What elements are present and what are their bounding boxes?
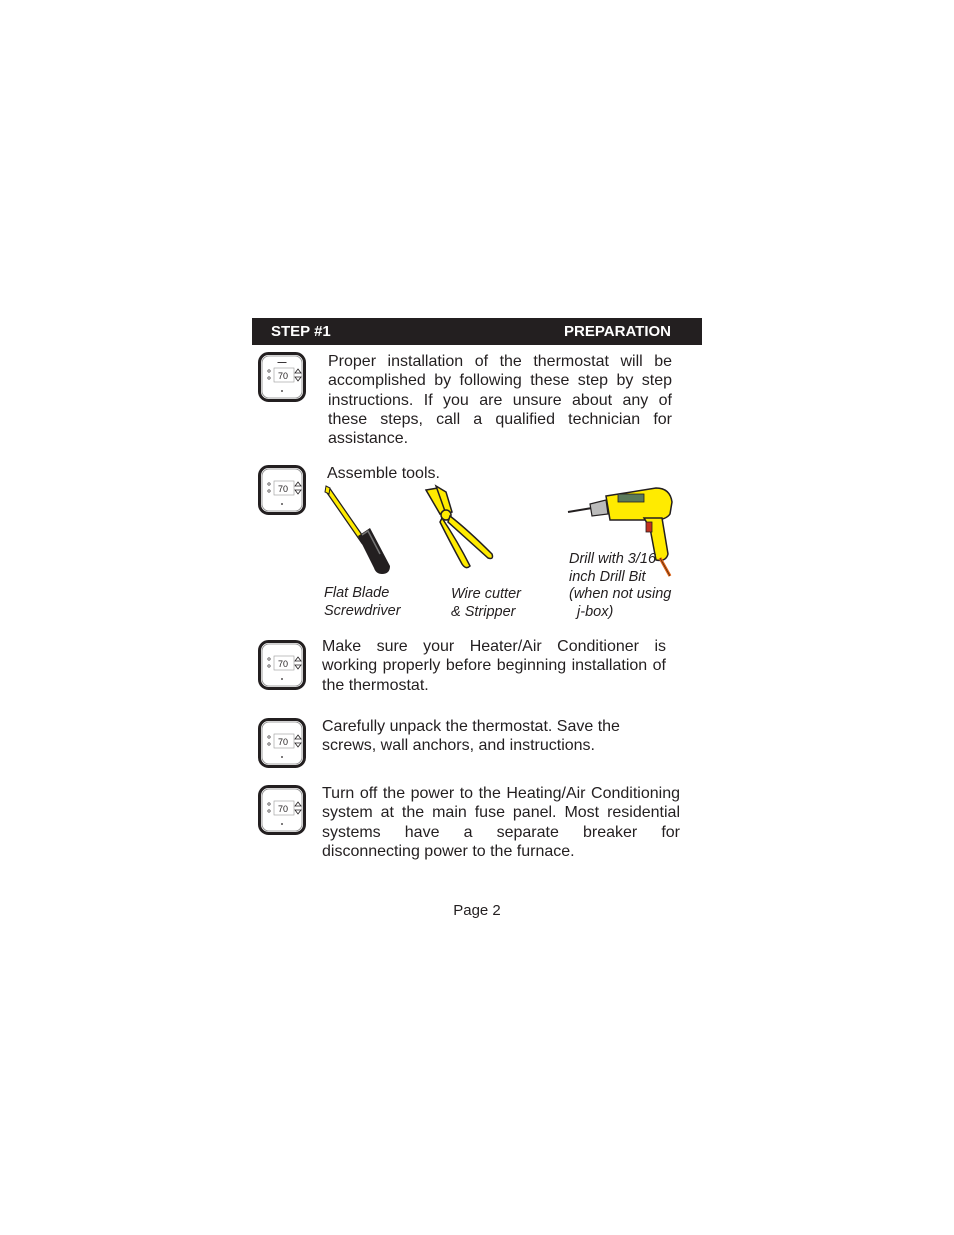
- tool-caption: Wire cutter & Stripper: [451, 586, 521, 620]
- tool-caption: Drill with 3/16 inch Drill Bit (when not using j-box): [569, 551, 672, 621]
- svg-text:▬▬▬: ▬▬▬: [277, 360, 287, 364]
- thermostat-icon: [258, 718, 306, 768]
- thermostat-icon: [258, 352, 306, 402]
- pliers-icon: [420, 484, 505, 574]
- instruction-text: Assemble tools.: [327, 465, 440, 482]
- thermostat-reading: 70: [277, 804, 289, 814]
- thermostat-icon: [258, 785, 306, 835]
- thermostat-reading: 70: [277, 484, 289, 494]
- thermostat-icon: [258, 465, 306, 515]
- instruction-text: Turn off the power to the Heating/Air Conditioning system at the main fuse panel. Most residential systems have a separate breaker for disconnecting power to the furnace.: [322, 785, 680, 860]
- page-number: Page 2: [453, 902, 501, 919]
- thermostat-reading: 70: [277, 737, 289, 747]
- instruction-text: Make sure your Heater/Air Conditioner is working properly before beginning installation of the thermostat.: [322, 638, 666, 694]
- thermostat-reading: 70: [277, 371, 289, 381]
- screwdriver-icon: [318, 484, 398, 579]
- thermostat-icon: [258, 640, 306, 690]
- instruction-text: Proper installation of the thermostat will be accomplished by following these step by step instructions. If you are unsure about any of these steps, call a qualified technician for assistance.: [328, 353, 672, 448]
- step-title: PREPARATION: [564, 323, 671, 340]
- thermostat-reading: 70: [277, 659, 289, 669]
- tool-caption: Flat Blade Screwdriver: [324, 585, 401, 619]
- step-header: [252, 318, 702, 345]
- instruction-text: Carefully unpack the thermostat. Save the screws, wall anchors, and instructions.: [322, 718, 620, 755]
- step-number: STEP #1: [271, 323, 331, 340]
